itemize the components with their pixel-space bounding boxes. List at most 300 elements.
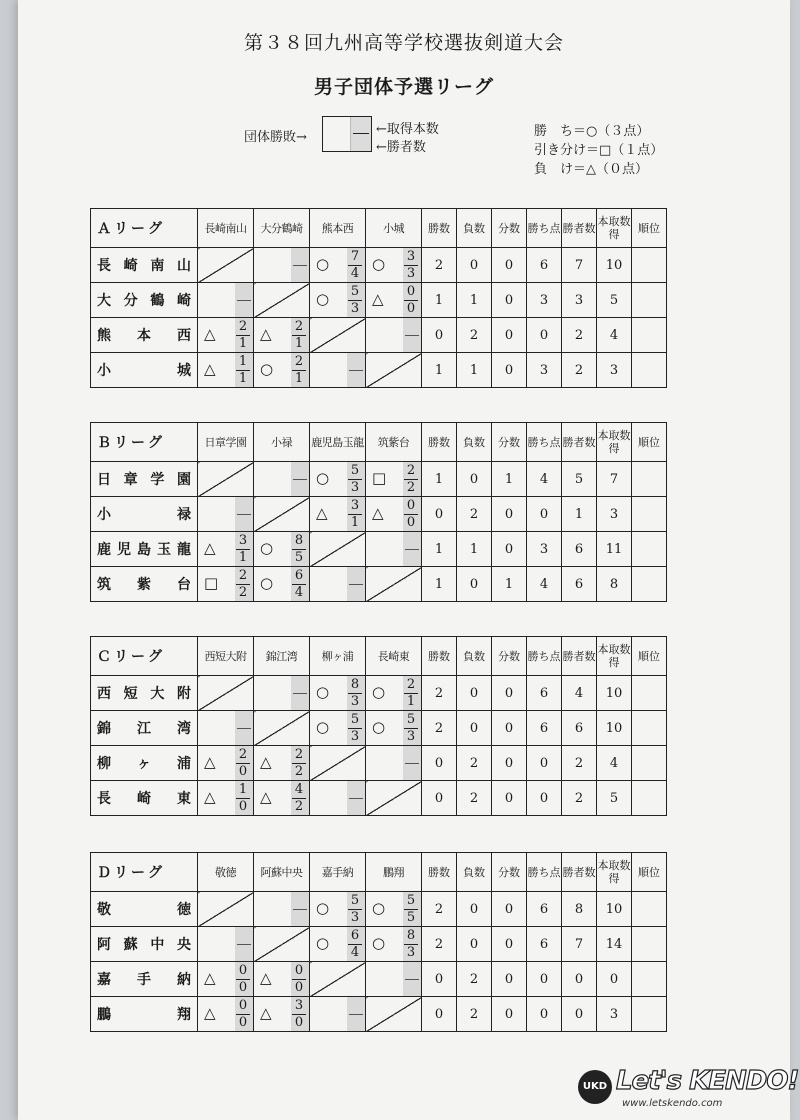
score-fraction: [292, 783, 306, 814]
match-cell: [198, 927, 254, 962]
score-fraction: [348, 464, 362, 495]
match-cell: [310, 283, 366, 318]
stat-cell: 6: [527, 711, 562, 746]
self-match-cell: [310, 318, 366, 353]
table-row: [91, 318, 667, 353]
winners-count: 3: [350, 910, 360, 925]
self-match-cell: [366, 567, 422, 602]
league-name: Ｃリーグ: [91, 637, 198, 676]
points-taken: 2: [238, 319, 248, 334]
result-symbol: △: [260, 969, 272, 987]
winners-count: 3: [350, 694, 360, 709]
logo-brand: Let's KENDO!: [616, 1066, 799, 1096]
stat-cell: 0: [492, 248, 527, 283]
page-subtitle: 男子団体予選リーグ: [313, 76, 494, 98]
match-cell: [254, 962, 310, 997]
points-taken: 3: [238, 533, 248, 548]
winners-count: 1: [294, 371, 304, 386]
stat-cell: 0: [597, 962, 632, 997]
stat-cell: 0: [457, 676, 492, 711]
points-taken: 3: [350, 498, 360, 513]
match-cell: [310, 462, 366, 497]
stat-cell: 0: [492, 746, 527, 781]
stat-header: 分数: [492, 423, 527, 462]
points-win: 勝 ち＝○（３点）: [534, 124, 650, 139]
key-top-note: ←取得本数: [376, 122, 439, 137]
result-symbol: ○: [372, 683, 386, 701]
stat-cell: 0: [492, 532, 527, 567]
stat-cell: 0: [457, 892, 492, 927]
watermark-logo: [578, 1062, 798, 1112]
stat-cell: 14: [597, 927, 632, 962]
stat-cell: 6: [527, 892, 562, 927]
opponent-header: 小城: [366, 209, 422, 248]
hatch-column: [291, 462, 309, 496]
result-symbol: ○: [372, 255, 386, 273]
stat-cell: 1: [422, 532, 457, 567]
table-row: [91, 532, 667, 567]
winners-count: 5: [294, 550, 304, 565]
team-name: 筑紫台: [91, 567, 198, 602]
empty-divider: [293, 265, 307, 266]
points-taken: 5: [350, 463, 360, 478]
score-fraction: [348, 713, 362, 744]
stat-cell: [632, 353, 667, 388]
league-header-row: [91, 423, 667, 462]
winners-count: 5: [406, 910, 416, 925]
stat-header: 本取数得: [597, 209, 632, 248]
stat-cell: 1: [562, 497, 597, 532]
match-cell: [366, 497, 422, 532]
opponent-header: 大分鶴崎: [254, 209, 310, 248]
table-row: [91, 927, 667, 962]
empty-divider: [349, 1014, 363, 1015]
empty-divider: [237, 944, 251, 945]
stat-cell: 4: [527, 462, 562, 497]
table-row: [91, 283, 667, 318]
stat-header: 順位: [632, 637, 667, 676]
table-row: [91, 248, 667, 283]
stat-cell: 2: [422, 892, 457, 927]
hatch-column: [291, 892, 309, 926]
winners-count: 2: [294, 799, 304, 814]
stat-cell: 0: [422, 997, 457, 1032]
match-cell: [254, 462, 310, 497]
stat-header: 勝数: [422, 637, 457, 676]
points-taken: 2: [238, 568, 248, 583]
winners-count: 1: [350, 515, 360, 530]
self-match-cell: [198, 676, 254, 711]
league-header-row: [91, 209, 667, 248]
winners-count: 3: [350, 301, 360, 316]
score-fraction: [348, 678, 362, 709]
result-symbol: △: [260, 325, 272, 343]
stat-header: 負数: [457, 209, 492, 248]
points-taken: 5: [350, 712, 360, 727]
stat-cell: 0: [527, 962, 562, 997]
team-name: 小城: [91, 353, 198, 388]
league-name: Ａリーグ: [91, 209, 198, 248]
match-cell: [254, 676, 310, 711]
score-fraction: [404, 464, 418, 495]
stat-cell: 1: [457, 532, 492, 567]
stat-cell: 3: [562, 283, 597, 318]
result-symbol: △: [204, 753, 216, 771]
points-taken: 3: [294, 998, 304, 1013]
score-fraction: [348, 894, 362, 925]
stat-header: 勝ち点: [527, 853, 562, 892]
stat-header: 本取数得: [597, 637, 632, 676]
stat-cell: 2: [457, 318, 492, 353]
winners-count: 0: [238, 1015, 248, 1030]
stat-cell: 0: [492, 892, 527, 927]
stat-cell: 0: [422, 318, 457, 353]
stat-cell: 7: [562, 927, 597, 962]
stat-header: 負数: [457, 423, 492, 462]
result-symbol: △: [204, 539, 216, 557]
result-symbol: △: [372, 504, 384, 522]
result-symbol: △: [204, 1004, 216, 1022]
points-taken: 8: [294, 533, 304, 548]
stat-cell: [632, 497, 667, 532]
stat-cell: [632, 567, 667, 602]
match-cell: [310, 781, 366, 816]
result-symbol: △: [372, 290, 384, 308]
stat-cell: 6: [527, 676, 562, 711]
table-row: [91, 497, 667, 532]
points-taken: 7: [350, 249, 360, 264]
match-cell: [254, 532, 310, 567]
stat-header: 勝者数: [562, 209, 597, 248]
points-taken: 3: [406, 249, 416, 264]
result-symbol: ○: [260, 539, 274, 557]
stat-cell: 0: [457, 927, 492, 962]
match-cell: [366, 746, 422, 781]
stat-cell: 6: [562, 532, 597, 567]
stat-header: 順位: [632, 853, 667, 892]
empty-divider: [293, 909, 307, 910]
stat-cell: 10: [597, 892, 632, 927]
stat-cell: [632, 676, 667, 711]
winners-count: 4: [350, 945, 360, 960]
self-match-cell: [254, 497, 310, 532]
points-taken: 8: [406, 928, 416, 943]
stat-cell: 4: [597, 746, 632, 781]
opponent-header: 敬徳: [198, 853, 254, 892]
match-cell: [310, 567, 366, 602]
self-match-cell: [310, 962, 366, 997]
league-header-row: [91, 853, 667, 892]
result-symbol: ○: [316, 899, 330, 917]
winners-count: 2: [406, 480, 416, 495]
score-fraction: [236, 569, 250, 600]
table-row: [91, 997, 667, 1032]
score-fraction: [404, 929, 418, 960]
stat-cell: 10: [597, 676, 632, 711]
points-taken: 5: [406, 893, 416, 908]
result-symbol: △: [260, 788, 272, 806]
table-row: [91, 711, 667, 746]
stat-cell: 1: [492, 567, 527, 602]
winners-count: 3: [406, 729, 416, 744]
self-match-cell: [198, 892, 254, 927]
self-match-cell: [310, 532, 366, 567]
points-taken: 0: [406, 284, 416, 299]
result-symbol: □: [372, 469, 387, 487]
stat-cell: 10: [597, 711, 632, 746]
winners-count: 1: [238, 371, 248, 386]
score-fraction: [292, 355, 306, 386]
winners-count: 3: [406, 266, 416, 281]
league-name: Ｂリーグ: [91, 423, 198, 462]
stat-cell: 0: [457, 711, 492, 746]
stat-cell: 0: [492, 318, 527, 353]
points-taken: 5: [350, 893, 360, 908]
stat-cell: 2: [457, 962, 492, 997]
match-cell: [198, 781, 254, 816]
hatch-column: [235, 283, 253, 317]
stat-cell: [632, 532, 667, 567]
stat-cell: [632, 962, 667, 997]
stat-header: 順位: [632, 209, 667, 248]
paper-sheet: [18, 0, 799, 1120]
match-cell: [366, 711, 422, 746]
team-name: 長崎南山: [91, 248, 198, 283]
team-name: 熊本西: [91, 318, 198, 353]
match-cell: [366, 532, 422, 567]
stat-cell: 0: [492, 711, 527, 746]
winners-count: 0: [238, 799, 248, 814]
score-fraction: [348, 285, 362, 316]
points-taken: 2: [406, 463, 416, 478]
team-name: 柳ヶ浦: [91, 746, 198, 781]
match-cell: [254, 248, 310, 283]
key-label: 団体勝敗→: [244, 130, 307, 145]
match-cell: [254, 892, 310, 927]
score-fraction: [236, 964, 250, 995]
stat-cell: 0: [562, 962, 597, 997]
self-match-cell: [254, 283, 310, 318]
winners-count: 2: [294, 764, 304, 779]
stat-cell: 10: [597, 248, 632, 283]
stat-header: 勝ち点: [527, 423, 562, 462]
table-row: [91, 676, 667, 711]
winners-count: 1: [406, 694, 416, 709]
winners-count: 0: [238, 980, 248, 995]
tournament-title: 第３８回九州高等学校選抜剣道大会: [243, 32, 564, 54]
score-fraction: [236, 534, 250, 565]
stat-cell: 3: [597, 997, 632, 1032]
opponent-header: 日章学園: [198, 423, 254, 462]
table-row: [91, 746, 667, 781]
winners-count: 2: [238, 585, 248, 600]
empty-divider: [405, 763, 419, 764]
match-cell: [254, 353, 310, 388]
empty-divider: [293, 693, 307, 694]
points-taken: 1: [238, 354, 248, 369]
stat-header: 勝者数: [562, 853, 597, 892]
stat-cell: [632, 462, 667, 497]
stat-cell: [632, 892, 667, 927]
team-name: 日章学園: [91, 462, 198, 497]
match-cell: [254, 746, 310, 781]
score-fraction: [236, 748, 250, 779]
stat-cell: 6: [562, 711, 597, 746]
empty-divider: [237, 728, 251, 729]
empty-divider: [349, 584, 363, 585]
self-match-cell: [366, 353, 422, 388]
stat-cell: 2: [457, 997, 492, 1032]
opponent-header: 阿蘇中央: [254, 853, 310, 892]
league-table: [90, 852, 667, 1032]
stat-cell: 0: [422, 746, 457, 781]
team-name: 敬徳: [91, 892, 198, 927]
match-cell: [366, 676, 422, 711]
table-row: [91, 962, 667, 997]
self-match-cell: [310, 746, 366, 781]
stat-cell: 2: [562, 353, 597, 388]
stat-cell: 3: [597, 353, 632, 388]
score-fraction: [292, 999, 306, 1030]
stat-cell: 0: [492, 962, 527, 997]
stat-cell: 1: [492, 462, 527, 497]
match-cell: [366, 892, 422, 927]
result-symbol: ○: [372, 718, 386, 736]
stat-cell: 3: [527, 283, 562, 318]
stat-header: 本取数得: [597, 853, 632, 892]
stat-cell: 3: [527, 532, 562, 567]
stat-cell: [632, 746, 667, 781]
hatch-column: [403, 962, 421, 996]
stat-cell: 2: [457, 781, 492, 816]
match-cell: [198, 711, 254, 746]
points-taken: 2: [294, 354, 304, 369]
match-cell: [366, 462, 422, 497]
winners-count: 3: [406, 945, 416, 960]
stat-cell: 0: [457, 462, 492, 497]
stat-header: 順位: [632, 423, 667, 462]
points-taken: 4: [294, 782, 304, 797]
result-symbol: ○: [316, 718, 330, 736]
winners-count: 1: [238, 550, 248, 565]
stat-header: 負数: [457, 637, 492, 676]
match-cell: [254, 567, 310, 602]
empty-divider: [237, 514, 251, 515]
score-fraction: [292, 534, 306, 565]
stat-cell: 2: [422, 248, 457, 283]
hatch-column: [291, 676, 309, 710]
stat-cell: 0: [527, 997, 562, 1032]
empty-divider: [405, 335, 419, 336]
points-taken: 5: [406, 712, 416, 727]
winners-count: 0: [294, 1015, 304, 1030]
match-cell: [366, 962, 422, 997]
match-cell: [310, 927, 366, 962]
match-cell: [198, 283, 254, 318]
stat-header: 本取数得: [597, 423, 632, 462]
team-name: 嘉手納: [91, 962, 198, 997]
logo-badge: UKD: [578, 1070, 612, 1104]
match-cell: [198, 318, 254, 353]
stat-cell: 0: [527, 497, 562, 532]
result-symbol: △: [204, 788, 216, 806]
stat-header: 勝者数: [562, 423, 597, 462]
score-fraction: [292, 320, 306, 351]
stat-header: 勝者数: [562, 637, 597, 676]
score-fraction: [236, 320, 250, 351]
hatch-column: [235, 711, 253, 745]
stat-cell: 1: [422, 462, 457, 497]
self-match-cell: [198, 248, 254, 283]
stat-cell: 0: [422, 497, 457, 532]
stat-cell: 0: [492, 927, 527, 962]
table-row: [91, 353, 667, 388]
stat-cell: 0: [562, 997, 597, 1032]
result-symbol: △: [204, 360, 216, 378]
match-cell: [198, 532, 254, 567]
stat-cell: 7: [597, 462, 632, 497]
stat-cell: 2: [422, 676, 457, 711]
stat-cell: 1: [457, 353, 492, 388]
points-taken: 2: [294, 319, 304, 334]
stat-cell: 6: [527, 927, 562, 962]
team-name: 長崎東: [91, 781, 198, 816]
stat-cell: 0: [492, 997, 527, 1032]
winners-count: 3: [350, 729, 360, 744]
league-table: [90, 636, 667, 816]
score-fraction: [236, 999, 250, 1030]
points-legend: [534, 122, 663, 179]
opponent-header: 筑紫台: [366, 423, 422, 462]
key-sample-box: [322, 116, 372, 152]
team-name: 西短大附: [91, 676, 198, 711]
stat-header: 勝数: [422, 423, 457, 462]
winners-count: 0: [238, 764, 248, 779]
team-name: 阿蘇中央: [91, 927, 198, 962]
stat-cell: [632, 711, 667, 746]
match-cell: [198, 962, 254, 997]
result-symbol: ○: [372, 934, 386, 952]
empty-divider: [405, 549, 419, 550]
opponent-header: 柳ヶ浦: [310, 637, 366, 676]
stat-cell: 8: [562, 892, 597, 927]
stat-cell: 0: [527, 781, 562, 816]
stat-cell: 2: [457, 497, 492, 532]
stat-cell: 0: [457, 567, 492, 602]
opponent-header: 長崎南山: [198, 209, 254, 248]
points-taken: 5: [350, 284, 360, 299]
match-cell: [198, 567, 254, 602]
league-table: [90, 208, 667, 388]
stat-header: 分数: [492, 853, 527, 892]
self-match-cell: [366, 781, 422, 816]
match-cell: [254, 781, 310, 816]
opponent-header: 鹿児島玉龍: [310, 423, 366, 462]
points-loss: 負 け＝△（０点）: [534, 162, 648, 177]
table-row: [91, 567, 667, 602]
hatch-column: [347, 781, 365, 815]
hatch-column: [235, 927, 253, 961]
empty-divider: [405, 979, 419, 980]
stat-cell: 1: [422, 567, 457, 602]
points-taken: 0: [406, 498, 416, 513]
result-symbol: △: [204, 325, 216, 343]
stat-cell: 1: [422, 283, 457, 318]
stat-cell: 1: [457, 283, 492, 318]
match-cell: [254, 997, 310, 1032]
points-taken: 2: [294, 747, 304, 762]
stat-cell: [632, 997, 667, 1032]
